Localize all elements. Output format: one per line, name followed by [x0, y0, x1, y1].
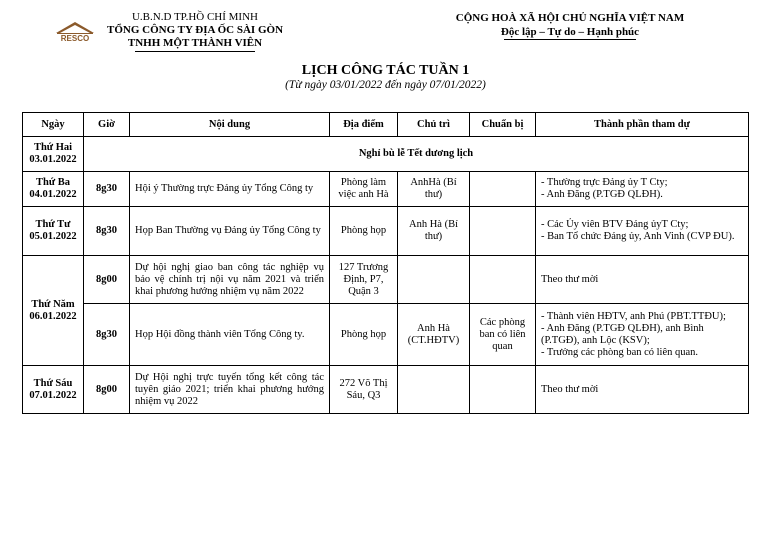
table-row	[23, 172, 749, 207]
attendees-cell: - Các Ủy viên BTV Đảng ủyT Cty; - Ban Tổ chức Đảng ủy, Anh Vinh (CVP ĐU).	[536, 207, 749, 256]
day-cell: Thứ Hai 03.01.2022	[23, 137, 84, 172]
resco-logo	[52, 20, 98, 42]
prep-cell	[470, 207, 536, 256]
place-cell: Phòng họp	[330, 304, 398, 366]
day-cell: Thứ Sáu 07.01.2022	[23, 366, 84, 414]
place-cell: Phòng làm việc anh Hà	[330, 172, 398, 207]
content-cell: Hội ý Thường trực Đảng ủy Tổng Công ty	[130, 172, 330, 207]
org-line-1: U.B.N.D TP.HỒ CHÍ MINH	[131, 11, 258, 23]
table-header-row	[23, 113, 749, 137]
time-cell: 8g30	[84, 304, 130, 366]
col-header-day: Ngày	[23, 113, 84, 137]
nation-line-1: CỘNG HOÀ XÃ HỘI CHỦ NGHĨA VIỆT NAM	[455, 12, 685, 24]
prep-cell	[470, 256, 536, 304]
prep-cell	[470, 172, 536, 207]
svg-text:RESCO: RESCO	[60, 34, 90, 42]
time-cell: 8g00	[84, 366, 130, 414]
place-cell: Phòng họp	[330, 207, 398, 256]
table-row	[23, 304, 749, 366]
chair-cell: AnhHà (Bí thư)	[398, 172, 470, 207]
org-header	[100, 11, 290, 52]
content-cell: Họp Ban Thường vụ Đảng ủy Tổng Công ty	[130, 207, 330, 256]
org-underline	[135, 51, 255, 52]
prep-cell	[470, 366, 536, 414]
attendees-cell: Theo thư mời	[536, 366, 749, 414]
org-line-2: TỔNG CÔNG TY ĐỊA ỐC SÀI GÒN	[106, 24, 284, 36]
col-header-place: Địa điểm	[330, 113, 398, 137]
day-cell: Thứ Tư 05.01.2022	[23, 207, 84, 256]
content-cell: Dự Hội nghị trực tuyến tổng kết công tác tuyên giáo 2021; triển khai phương hướng nhiệm vụ 2022	[130, 366, 330, 414]
content-cell: Dự hội nghị giao ban công tác nghiệp vụ bảo vệ chính trị nội vụ năm 2021 và triển khai phương hướng nhiệm vụ năm 2022	[130, 256, 330, 304]
table-row	[23, 207, 749, 256]
place-cell: 127 Trương Định, P7, Quận 3	[330, 256, 398, 304]
chair-cell: Anh Hà (CT.HĐTV)	[398, 304, 470, 366]
table-row	[23, 366, 749, 414]
col-header-content: Nội dung	[130, 113, 330, 137]
content-cell: Họp Hội đồng thành viên Tổng Công ty.	[130, 304, 330, 366]
national-header	[440, 11, 700, 40]
org-line-3: TNHH MỘT THÀNH VIÊN	[127, 37, 263, 49]
place-cell: 272 Võ Thị Sáu, Q3	[330, 366, 398, 414]
chair-cell	[398, 256, 470, 304]
col-header-time: Giờ	[84, 113, 130, 137]
nation-underline	[504, 39, 636, 40]
prep-cell: Các phòng ban có liên quan	[470, 304, 536, 366]
chair-cell	[398, 366, 470, 414]
table-row	[23, 137, 749, 172]
holiday-cell: Nghỉ bù lễ Tết dương lịch	[84, 137, 749, 172]
col-header-prep: Chuẩn bị	[470, 113, 536, 137]
schedule-title: LỊCH CÔNG TÁC TUẦN 1	[301, 63, 470, 78]
attendees-cell: - Thành viên HĐTV, anh Phú (PBT.TTĐU); - Anh Đăng (P.TGĐ QLĐH), anh Bình (P.TGĐ), anh Lộc (KSV); - Trưởng các phòng ban có liên quan.	[536, 304, 749, 366]
nation-line-2: Độc lập – Tự do – Hạnh phúc	[500, 26, 640, 38]
attendees-cell: Theo thư mời	[536, 256, 749, 304]
time-cell: 8g30	[84, 172, 130, 207]
time-cell: 8g00	[84, 256, 130, 304]
schedule-subtitle: (Từ ngày 03/01/2022 đến ngày 07/01/2022)	[285, 79, 486, 91]
schedule-table	[22, 112, 749, 414]
chair-cell: Anh Hà (Bí thư)	[398, 207, 470, 256]
day-cell: Thứ Năm 06.01.2022	[23, 256, 84, 366]
time-cell: 8g30	[84, 207, 130, 256]
table-row	[23, 256, 749, 304]
attendees-cell: - Thường trực Đảng ủy T Cty; - Anh Đăng (P.TGĐ QLĐH).	[536, 172, 749, 207]
day-cell: Thứ Ba 04.01.2022	[23, 172, 84, 207]
col-header-chair: Chủ trì	[398, 113, 470, 137]
col-header-attendees: Thành phần tham dự	[536, 113, 749, 137]
